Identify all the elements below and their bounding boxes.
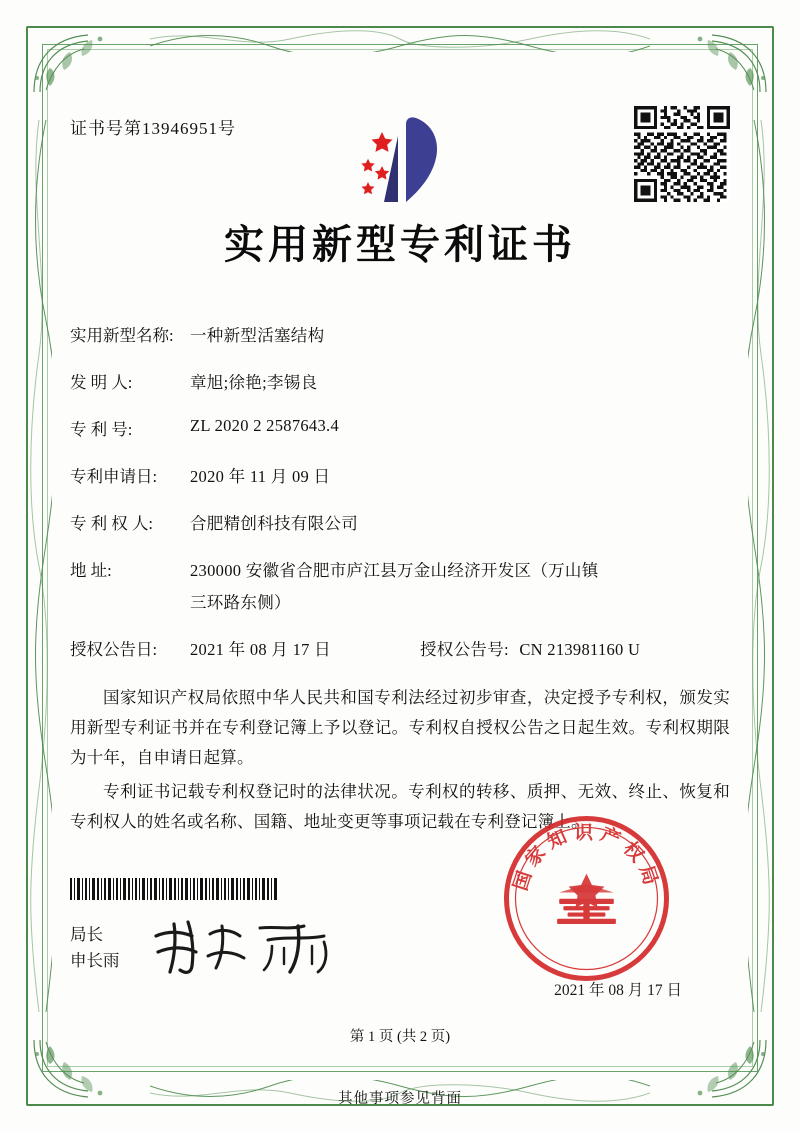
certificate-content (70, 86, 730, 1052)
field-label: 实用新型名称: (70, 326, 174, 345)
seal-date: 2021 年 08 月 17 日 (554, 982, 682, 999)
cnipa-logo-icon (340, 106, 460, 216)
field-row-utility-model-name (70, 322, 730, 346)
field-label: 专 利 权 人: (70, 514, 153, 533)
legal-paragraph-1: 国家知识产权局依照中华人民共和国专利法经过初步审查，决定授予专利权，颁发实用新型专利证书并在专利登记簿上予以登记。专利权自授权公告之日起生效。专利权期限为十年，自申请日起算。 (70, 688, 730, 767)
official-seal-icon (499, 811, 674, 986)
handwritten-signature-icon (148, 916, 348, 980)
director-role-label: 局长 (70, 925, 103, 944)
barcode-icon (70, 878, 278, 900)
field-value: 一种新型活塞结构 (190, 326, 325, 345)
field-row-application-date (70, 463, 730, 487)
legal-paragraph-2: 专利证书记载专利权登记时的法律状况。专利权的转移、质押、无效、终止、恢复和专利权人的姓名或名称、国籍、地址变更等事项记载在专利登记簿上。 (70, 782, 730, 831)
edge-ornament-icon (26, 120, 52, 1012)
field-value (190, 557, 730, 613)
announcement-number-label: 授权公告号: (420, 640, 509, 659)
field-label: 授权公告日: (70, 640, 158, 659)
certificate-fields (70, 322, 730, 660)
field-label: 发 明 人: (70, 373, 133, 392)
announcement-date-value: 2021 年 08 月 17 日 (190, 640, 331, 659)
field-row-announcement (70, 636, 730, 660)
page-title: 实用新型专利证书 (224, 222, 576, 268)
field-value: 合肥精创科技有限公司 (190, 514, 358, 533)
announcement-number-value: CN 213981160 U (519, 640, 641, 659)
page-indicator: 第 1 页 (共 2 页) (349, 1029, 451, 1045)
field-row-address (70, 557, 730, 613)
field-row-patentee (70, 510, 730, 534)
svg-text:国家知识产权局: 国家知识产权局 (509, 821, 664, 894)
field-row-inventor (70, 369, 730, 393)
field-row-patent-number (70, 416, 730, 440)
qr-code-icon (634, 106, 730, 202)
signature-block (70, 922, 120, 974)
address-line-1: 230000 安徽省合肥市庐江县万金山经济开发区（万山镇 (190, 561, 599, 580)
edge-ornament-icon (150, 26, 650, 52)
field-label: 专 利 号: (70, 420, 133, 439)
field-value: ZL 2020 2 2587643.4 (190, 416, 339, 435)
field-label: 专利申请日: (70, 467, 158, 486)
footnote: 其他事项参见背面 (338, 1091, 462, 1107)
field-value: 2020 年 11 月 09 日 (190, 467, 331, 486)
director-name: 申长雨 (70, 951, 120, 970)
edge-ornament-icon (748, 120, 774, 1012)
field-label: 地 址: (70, 561, 112, 580)
address-line-2: 三环路东侧） (190, 593, 291, 612)
certificate-number: 证书号第13946951号 (70, 119, 236, 138)
field-value: 章旭;徐艳;李锡良 (190, 373, 318, 392)
